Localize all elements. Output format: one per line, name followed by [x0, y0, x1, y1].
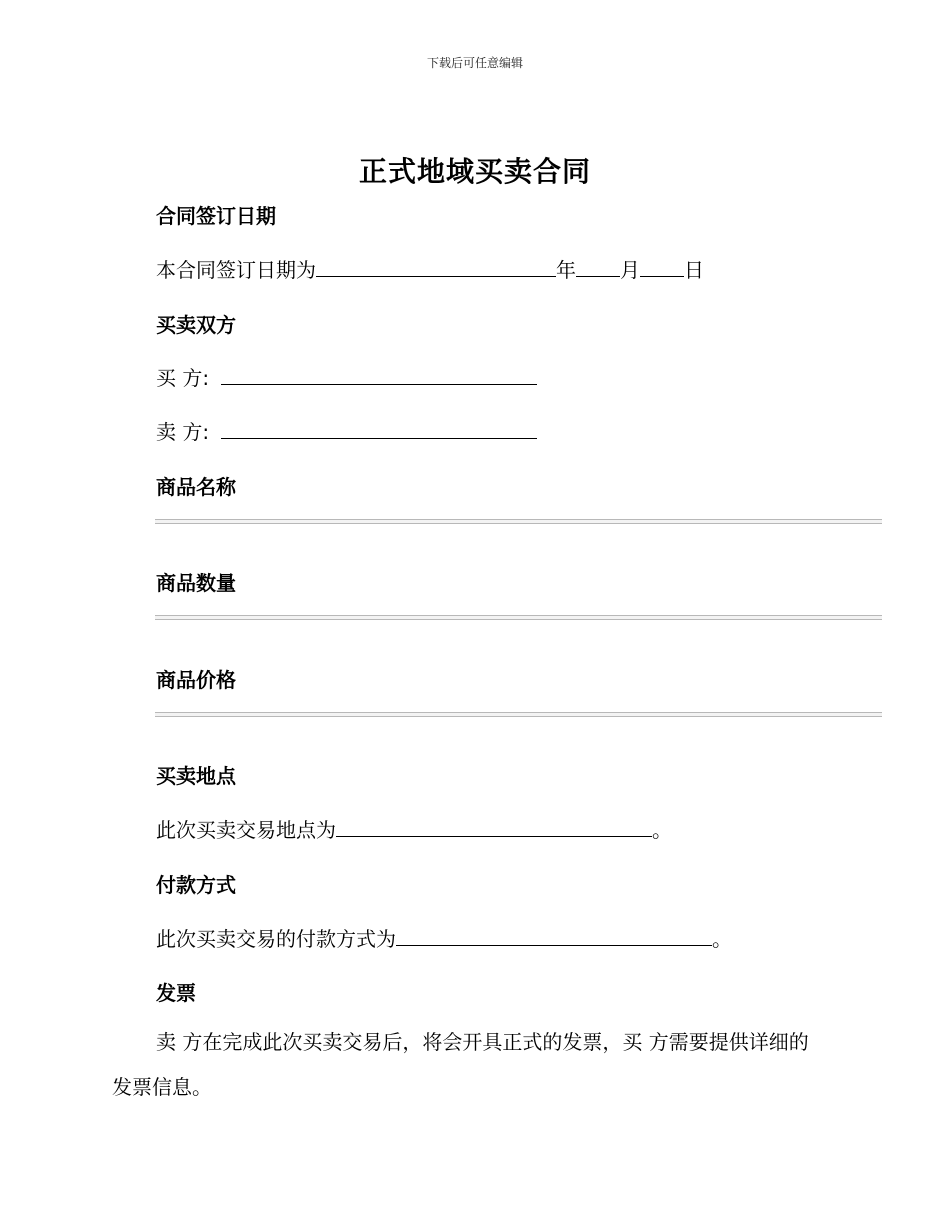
seller-blank[interactable]: [221, 418, 537, 439]
buyer-line: [156, 362, 537, 391]
payment-blank[interactable]: [396, 925, 712, 946]
location-prefix: 此次买卖交易地点为: [156, 818, 336, 842]
day-label: 日: [684, 258, 704, 282]
product-quantity-rule: [155, 615, 882, 620]
section-heading-location: 买卖地点: [156, 764, 236, 788]
month-blank[interactable]: [576, 256, 620, 277]
signing-date-line: [156, 254, 704, 283]
section-heading-product-price: 商品价格: [156, 668, 236, 692]
product-price-rule: [155, 712, 882, 717]
payment-prefix: 此次买卖交易的付款方式为: [156, 927, 396, 951]
seller-line: [156, 416, 537, 445]
month-label: 月: [620, 258, 640, 282]
location-suffix: 。: [652, 818, 672, 842]
location-blank[interactable]: [336, 816, 652, 837]
header-note: 下载后可任意编辑: [426, 56, 523, 70]
seller-label: 卖 方:: [156, 420, 210, 444]
signing-date-prefix: 本合同签订日期为: [156, 258, 316, 282]
signing-date-blank[interactable]: [316, 256, 556, 277]
day-blank[interactable]: [640, 256, 684, 277]
section-heading-signing-date: 合同签订日期: [156, 204, 276, 228]
section-heading-product-name: 商品名称: [156, 475, 236, 499]
location-line: [156, 814, 672, 843]
year-label: 年: [556, 258, 576, 282]
document-title: 正式地域买卖合同: [358, 155, 591, 188]
section-heading-product-quantity: 商品数量: [156, 571, 236, 595]
section-heading-parties: 买卖双方: [156, 313, 236, 337]
section-heading-invoice: 发票: [156, 981, 196, 1005]
buyer-label: 买 方:: [156, 366, 210, 390]
section-heading-payment: 付款方式: [156, 873, 236, 897]
payment-suffix: 。: [712, 927, 732, 951]
buyer-blank[interactable]: [221, 364, 537, 385]
invoice-paragraph: 卖 方在完成此次买卖交易后，将会开具正式的发票，买 方需要提供详细的发票信息。: [112, 1030, 809, 1099]
product-name-rule: [155, 519, 882, 524]
payment-line: [156, 923, 732, 952]
